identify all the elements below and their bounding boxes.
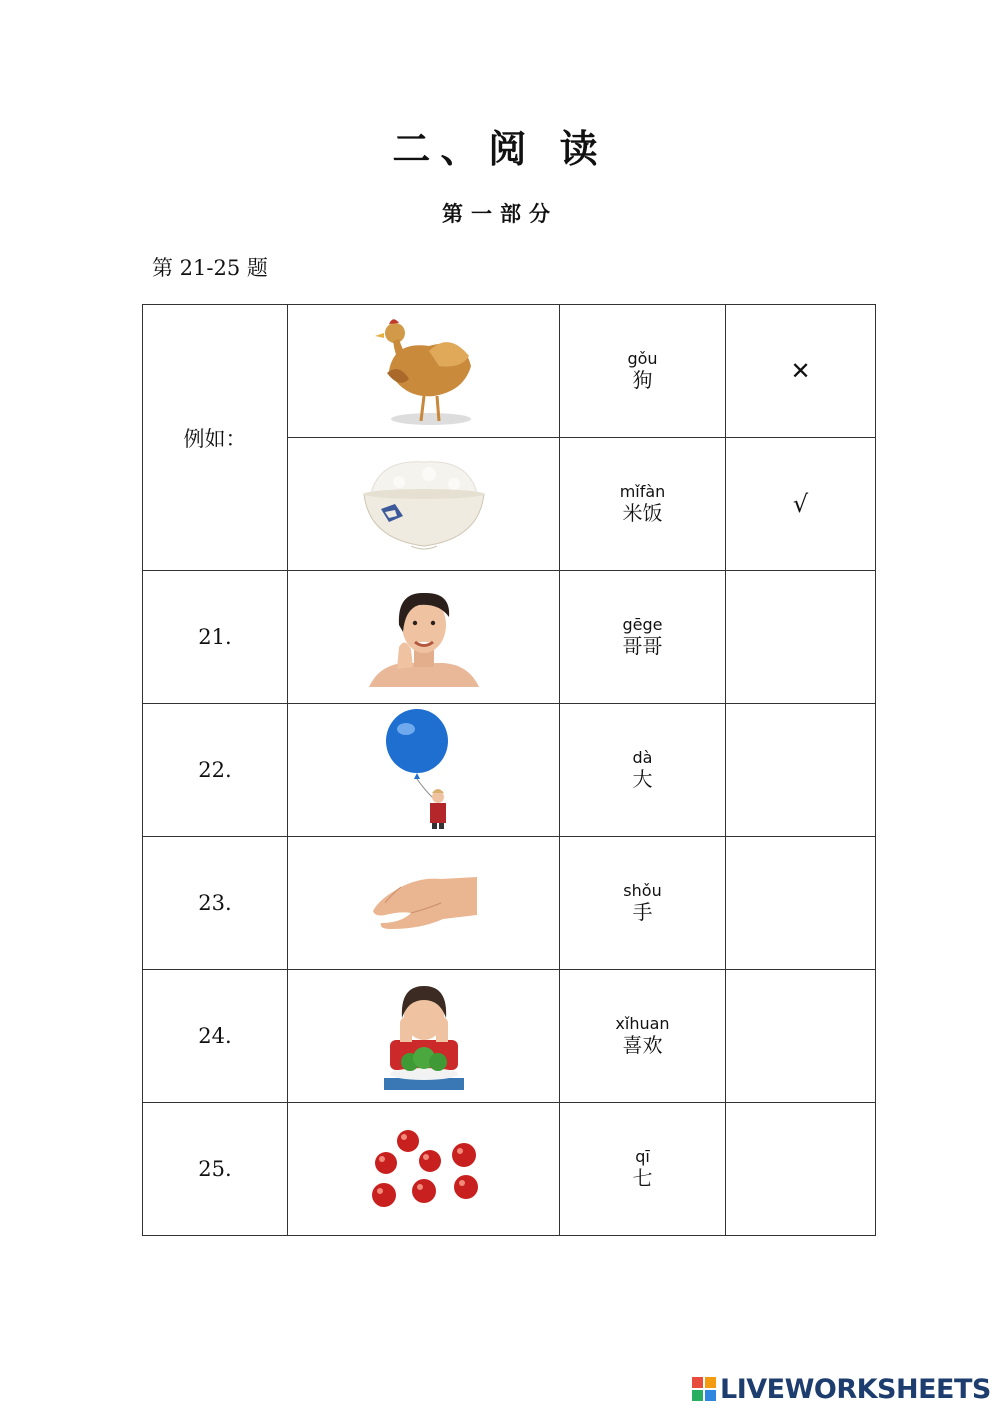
question-number: 23. — [143, 837, 288, 970]
pinyin-text: xǐhuan — [615, 1014, 670, 1034]
pinyin-text: gǒu — [627, 349, 658, 369]
hanzi-text: 手 — [632, 899, 653, 924]
answer-cell[interactable] — [726, 1103, 876, 1236]
hanzi-text: 哥哥 — [622, 633, 663, 658]
section-subtitle: 第一部分 — [442, 202, 558, 226]
example-label: 例如： — [143, 305, 288, 571]
seven-tomatoes-image — [368, 1129, 480, 1209]
logo-text: LIVEWORKSHEETS — [720, 1373, 991, 1405]
word-cell — [560, 571, 726, 704]
check-mark-icon: √ — [792, 490, 809, 518]
picture-cell — [288, 305, 560, 438]
smiling-woman-image — [369, 587, 479, 687]
pinyin-text: gēge — [622, 615, 663, 635]
word-cell — [560, 970, 726, 1103]
table-row — [143, 305, 876, 438]
answer-cell[interactable] — [726, 438, 876, 571]
table-row — [143, 837, 876, 970]
picture-cell — [288, 704, 560, 837]
answer-cell[interactable] — [726, 305, 876, 438]
word-cell — [560, 1103, 726, 1236]
balloon-child-image — [384, 709, 464, 831]
question-number: 24. — [143, 970, 288, 1103]
table-row — [143, 704, 876, 837]
girl-broccoli-image — [384, 982, 464, 1090]
table-row — [143, 970, 876, 1103]
word-cell — [560, 704, 726, 837]
hanzi-text: 米饭 — [622, 500, 663, 525]
picture-cell — [288, 837, 560, 970]
question-number: 22. — [143, 704, 288, 837]
hanzi-text: 狗 — [632, 367, 653, 392]
table-row — [143, 571, 876, 704]
answer-cell[interactable] — [726, 970, 876, 1103]
table-row — [143, 1103, 876, 1236]
rice-bowl-image — [359, 454, 489, 554]
pinyin-text: shǒu — [623, 881, 662, 901]
page-title: 二、阅 读 — [392, 127, 608, 171]
pinyin-text: qī — [635, 1147, 650, 1167]
answer-cell[interactable] — [726, 571, 876, 704]
hanzi-text: 七 — [632, 1165, 653, 1190]
question-number: 25. — [143, 1103, 288, 1236]
reading-table — [142, 304, 876, 1236]
question-number: 21. — [143, 571, 288, 704]
liveworksheets-logo-icon — [692, 1377, 716, 1401]
chicken-image — [369, 311, 479, 431]
pinyin-text: dà — [632, 748, 653, 768]
answer-cell[interactable] — [726, 837, 876, 970]
picture-cell — [288, 571, 560, 704]
picture-cell — [288, 970, 560, 1103]
answer-cell[interactable] — [726, 704, 876, 837]
word-cell — [560, 438, 726, 571]
cross-mark-icon: ✕ — [790, 357, 811, 385]
question-range: 第 21-25 题 — [152, 256, 268, 280]
pinyin-text: mǐfàn — [619, 482, 666, 502]
word-cell — [560, 837, 726, 970]
hanzi-text: 大 — [632, 766, 653, 791]
word-cell — [560, 305, 726, 438]
hand-image — [371, 873, 477, 933]
hanzi-text: 喜欢 — [622, 1032, 663, 1057]
picture-cell — [288, 438, 560, 571]
liveworksheets-logo — [692, 1374, 991, 1404]
picture-cell — [288, 1103, 560, 1236]
